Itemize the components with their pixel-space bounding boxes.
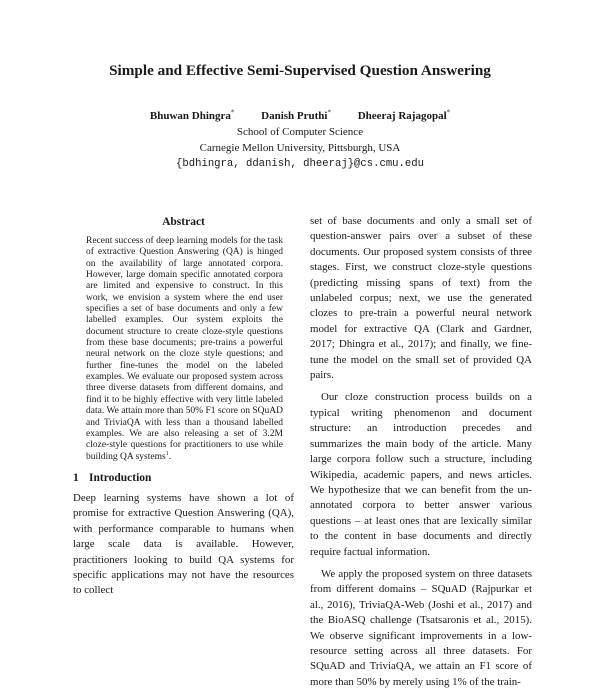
abstract-body: Recent success of deep learning models for the task of extractive Question Answering (QA) is hinged on the availability of large annotated corpora. However, large domain specific annotated corpora are limited and expensive to construct. In this work, we envision a system where the end user specifies a set of base documents and only a few labelled examples. Our system exploits the document structure to create cloze-style questions from these base documents; pre-trains a powerful neural network on the cloze style questions; and further fine-tunes the model on the labeled examples. We evaluate our proposed system across three diverse datasets from different domains, and find it to be highly effective with very little labeled data. We attain more than 50% F1 score on SQuAD and TriviaQA with less than a thousand labelled examples. We are also releasing a set of 3.2M cloze-style questions for practitioners to use while building QA systems	[86, 236, 283, 462]
author-2-mark: *	[327, 108, 331, 116]
datasets-paragraph: We apply the proposed system on three datasets from different domains – SQuAD (Rajpurkar et al., 2016), TriviaQA-Web (Joshi et al., 2017) and the BioASQ challenge (Tsatsaronis et al., 2015). We observe significant improvements in a low-resource setting across all three datasets. For SQuAD and TriviaQA, we attain an F1 score of more than 50% by merely using 1% of the train-	[310, 567, 532, 688]
right-column	[310, 214, 532, 690]
affiliation-university: Carnegie Mellon University, Pittsburgh, USA	[199, 141, 401, 154]
cloze-paragraph: Our cloze construction process builds on a typical writing phenomenon and document structure: an introduction precedes and summarizes the main body of the article. Many large corpora follow such a structure, including Wikipedia, academic papers, and news articles. We hypothesize that we can benefit from the un-annotated corpora to better answer various questions – at least ones that are lexically similar to the content in base documents and directly require factual information.	[310, 391, 532, 558]
section-number: 1	[73, 471, 79, 484]
paper-title: Simple and Effective Semi-Supervised Question Answering	[109, 62, 491, 79]
author-1-name: Bhuwan Dhingra	[149, 109, 231, 122]
abstract-text	[86, 236, 283, 463]
intro-paragraph-continued: set of base documents and only a small set of question-answer pairs over a subset of these documents. Our proposed system consists of three stages. First, we construct cloze-style questions (predicting missing spans of text) from the unlabeled corpus; next, we use the generated clozes to pre-train a powerful neural network model for extractive QA (Clark and Gardner, 2017; Dhingra et al., 2017); and finally, we fine-tune the model on the small set of provided QA pairs.	[310, 215, 532, 382]
author-1	[150, 110, 235, 122]
author-1-mark: *	[230, 108, 235, 116]
left-column	[73, 214, 294, 599]
author-2-name: Danish Pruthi	[261, 109, 328, 122]
author-block	[0, 104, 600, 172]
affiliation-school: School of Computer Science	[236, 125, 364, 138]
author-3-mark: *	[446, 108, 451, 116]
author-emails: {bdhingra, ddanish, dheeraj}@cs.cmu.edu	[176, 157, 424, 170]
author-3	[358, 110, 450, 122]
author-3-name: Dheeraj Rajagopal	[357, 109, 447, 122]
section-title: Introduction	[89, 471, 152, 484]
introduction-paragraph: Deep learning systems have shown a lot of promise for extractive Question Answering (QA), with performance comparable to humans when large scale data is available. However, practitioners looking to build QA systems for specific applications may not have the resources to collect	[73, 491, 294, 597]
author-names	[0, 104, 600, 124]
footnote-mark: 1	[165, 450, 169, 457]
abstract-end: .	[168, 451, 172, 462]
abstract-heading: Abstract	[162, 216, 205, 228]
author-2	[261, 110, 331, 122]
section-heading-introduction	[73, 472, 294, 484]
